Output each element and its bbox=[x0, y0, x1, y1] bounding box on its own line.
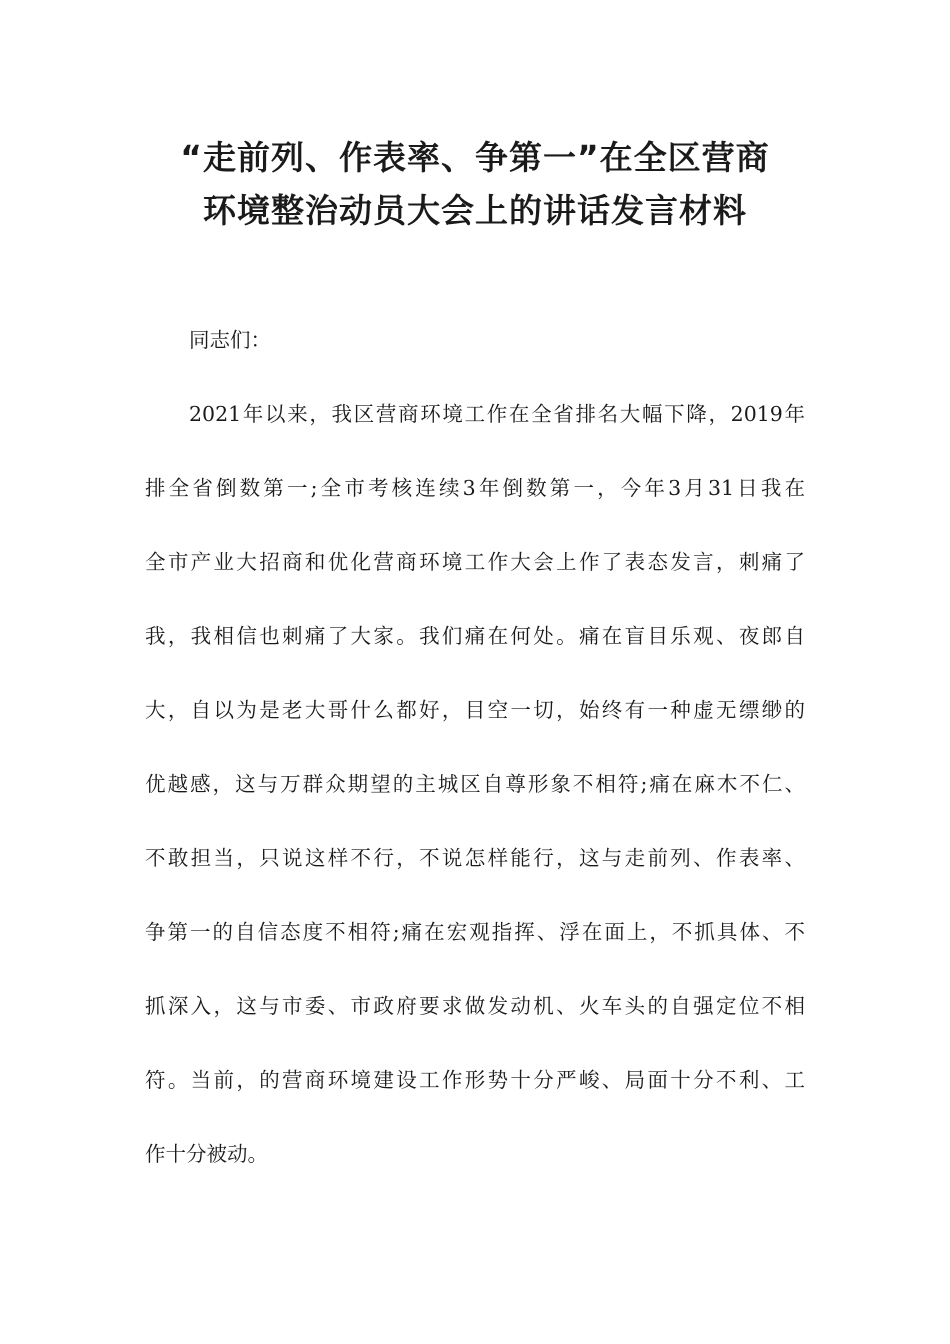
paragraph-line: 我，我相信也刺痛了大家。我们痛在何处。痛在盲目乐观、夜郎自 bbox=[145, 624, 805, 648]
document-title-line-1: “走前列、作表率、争第一”在全区营商 bbox=[180, 138, 770, 177]
document-title-line-2: 环境整治动员大会上的讲话发言材料 bbox=[203, 191, 747, 230]
paragraph-line: 争第一的自信态度不相符;痛在宏观指挥、浮在面上，不抓具体、不 bbox=[145, 920, 805, 944]
paragraph-line: 作十分被动。 bbox=[145, 1142, 268, 1166]
paragraph-line: 不敢担当，只说这样不行，不说怎样能行，这与走前列、作表率、 bbox=[145, 846, 805, 870]
salutation: 同志们： bbox=[189, 328, 271, 352]
paragraph-line: 大，自以为是老大哥什么都好，目空一切，始终有一种虚无缥缈的 bbox=[145, 698, 805, 722]
paragraph-line: 符。当前，的营商环境建设工作形势十分严峻、局面十分不利、工 bbox=[145, 1068, 805, 1092]
paragraph-line: 2021年以来，我区营商环境工作在全省排名大幅下降，2019年 bbox=[189, 402, 805, 426]
body-paragraph bbox=[145, 377, 805, 1191]
document-body bbox=[145, 303, 805, 1191]
paragraph-line: 抓深入，这与市委、市政府要求做发动机、火车头的自强定位不相 bbox=[145, 994, 805, 1018]
paragraph-line: 排全省倒数第一;全市考核连续3年倒数第一，今年3月31日我在 bbox=[145, 476, 805, 500]
paragraph-line: 全市产业大招商和优化营商环境工作大会上作了表态发言，刺痛了 bbox=[145, 550, 805, 574]
paragraph-line: 优越感，这与万群众期望的主城区自尊形象不相符;痛在麻木不仁、 bbox=[145, 772, 805, 796]
